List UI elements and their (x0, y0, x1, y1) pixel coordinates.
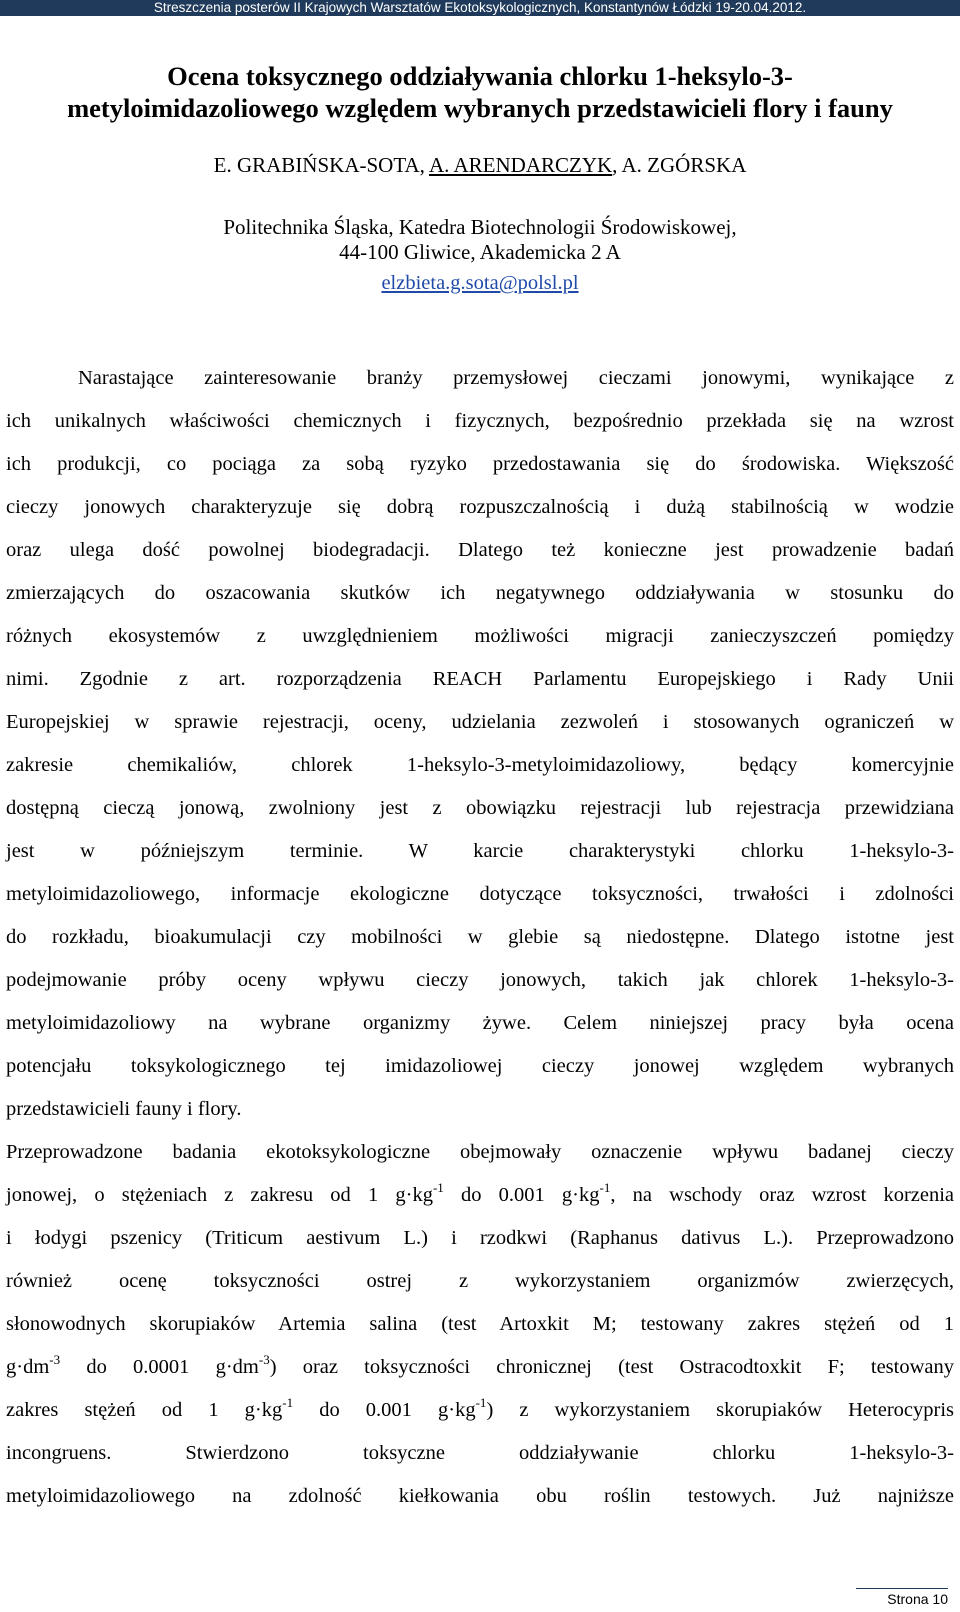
abstract-body (6, 367, 954, 1528)
body-line: oraz ulega dość powolnej biodegradacji. Dlatego też konieczne jest prowadzenie badań (6, 539, 954, 561)
superscript: -1 (599, 1180, 611, 1195)
body-line: metyloimidazoliowy na wybrane organizmy żywe. Celem niniejszej pracy była ocena (6, 1012, 954, 1034)
body-line: jest w późniejszym terminie. W karcie charakterystyki chlorku 1-heksylo-3- (6, 840, 954, 862)
superscript: -1 (475, 1395, 487, 1410)
superscript: -1 (432, 1180, 444, 1195)
body-line: dostępną cieczą jonową, zwolniony jest z obowiązku rejestracji lub rejestracja przewidziana (6, 797, 954, 819)
body-line: słonowodnych skorupiaków Artemia salina (test Artoxkit M; testowany zakres stężeń od 1 (6, 1313, 954, 1335)
body-line: metyloimidazoliowego na zdolność kiełkowania obu roślin testowych. Już najniższe (6, 1485, 954, 1507)
body-line: również ocenę toksyczności ostrej z wykorzystaniem organizmów zwierzęcych, (6, 1270, 954, 1292)
body-line: Przeprowadzone badania ekotoksykologiczne obejmowały oznaczenie wpływu badanej cieczy (6, 1141, 954, 1163)
title-line-2: metyloimidazoliowego względem wybranych przedstawicieli flory i fauny (67, 93, 893, 123)
body-line: i łodygi pszenicy (Triticum aestivum L.) i rzodkwi (Raphanus dativus L.). Przeprowadzono (6, 1227, 954, 1249)
author-3: A. ZGÓRSKA (621, 153, 747, 177)
author-2: A. ARENDARCZYK (428, 153, 613, 177)
affiliation-line-1: Politechnika Śląska, Katedra Biotechnologii Środowiskowej, (223, 215, 737, 239)
affiliation-line-2: 44-100 Gliwice, Akademicka 2 A (339, 240, 621, 264)
body-line: do rozkładu, bioakumulacji czy mobilności w glebie są niedostępne. Dlatego istotne jest (6, 926, 954, 948)
title-line-1: Ocena toksycznego oddziaływania chlorku 1-heksylo-3- (167, 61, 793, 91)
body-line-with-superscripts: zakres stężeń od 1 $g\cdot kg^{-1}$ do 0.001 $g\cdot kg^{-1}$) z wykorzystaniem skorupiaków Heterocypris (6, 1395, 954, 1421)
body-line: incongruens. Stwierdzono toksyczne oddziaływanie chlorku 1-heksylo-3- (6, 1442, 954, 1464)
body-line: nimi. Zgodnie z art. rozporządzenia REACH Parlamentu Europejskiego i Rady Unii (6, 668, 954, 690)
body-line-with-superscripts: $g\cdot dm^{-3}$ do 0.0001 $g\cdot dm^{-3}$) oraz toksyczności chronicznej (test Ostracodtoxkit F; testowany (6, 1352, 954, 1378)
body-line: zakresie chemikaliów, chlorek 1-heksylo-3-metyloimidazoliowy, będący komercyjnie (6, 754, 954, 776)
authors: E. GRABIŃSKA-SOTA, A. ARENDARCZYK, A. ZGÓRSKA (213, 153, 747, 177)
running-header (0, 0, 960, 16)
superscript: -1 (282, 1395, 294, 1410)
page-number-label: Strona 10 (887, 1591, 948, 1607)
body-line: różnych ekosystemów z uwzględnieniem możliwości migracji zanieczyszczeń pomiędzy (6, 625, 954, 647)
superscript: -3 (49, 1352, 61, 1367)
superscript: -3 (258, 1352, 270, 1367)
page-number (856, 1588, 948, 1612)
body-line: Europejskiej w sprawie rejestracji, oceny, udzielania zezwoleń i stosowanych ograniczeń w (6, 711, 954, 733)
body-line: przedstawicieli fauny i flory. (6, 1098, 242, 1120)
author-1: E. GRABIŃSKA-SOTA (213, 153, 420, 177)
paper-title (0, 60, 960, 124)
body-line: zmierzających do oszacowania skutków ich negatywnego oddziaływania w stosunku do (6, 582, 954, 604)
body-line-with-superscripts: jonowej, o stężeniach z zakresu od 1 $g\cdot kg^{-1}$ do 0.001 $g\cdot kg^{-1}$, na wschody oraz wzrost korzenia (6, 1180, 955, 1206)
contact-email (0, 271, 960, 296)
email-link[interactable]: elzbieta.g.sota@polsl.pl (381, 272, 579, 294)
body-line: cieczy jonowych charakteryzuje się dobrą rozpuszczalnością i dużą stabilnością w wodzie (6, 496, 954, 518)
body-line: metyloimidazoliowego, informacje ekologiczne dotyczące toksyczności, trwałości i zdolności (6, 883, 954, 905)
running-header-text: Streszczenia posterów II Krajowych Warsztatów Ekotoksykologicznych, Konstantynów Łódzki 19-20.04.2012. (153, 0, 807, 15)
body-line: Narastające zainteresowanie branży przemysłowej cieczami jonowymi, wynikające z (78, 367, 954, 389)
affiliation (0, 215, 960, 265)
body-line: ich unikalnych właściwości chemicznych i fizycznych, bezpośrednio przekłada się na wzrost (6, 410, 954, 432)
body-line: potencjału toksykologicznego tej imidazoliowej cieczy jonowej względem wybranych (6, 1055, 954, 1077)
body-line: podejmowanie próby oceny wpływu cieczy jonowych, takich jak chlorek 1-heksylo-3- (6, 969, 954, 991)
body-line: ich produkcji, co pociąga za sobą ryzyko przedostawania się do środowiska. Większość (6, 453, 954, 475)
